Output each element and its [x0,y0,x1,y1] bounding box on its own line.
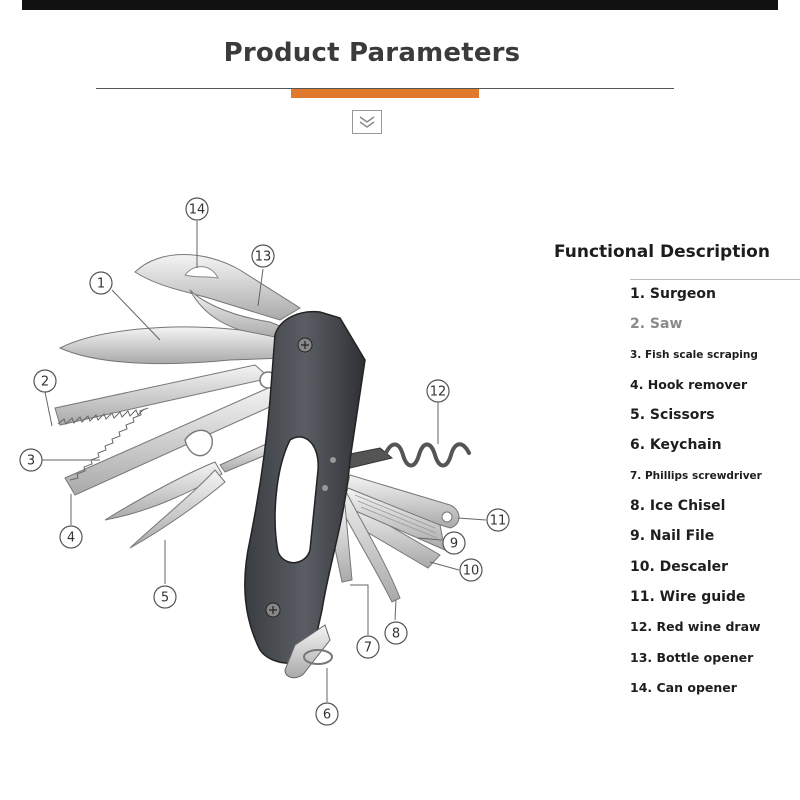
callout-13 [252,245,274,267]
svg-text:14: 14 [188,202,206,218]
callout-3 [20,449,42,471]
svg-text:12: 12 [429,384,447,400]
callout-5 [154,586,176,608]
svg-text:11: 11 [489,513,507,529]
list-item: 1. Surgeon [630,286,716,302]
callout-2 [34,370,56,392]
svg-text:8: 8 [391,626,401,642]
callout-4 [60,526,82,548]
list-item: 9. Nail File [630,528,715,545]
svg-text:1: 1 [96,276,106,292]
functional-description-title: Functional Description [554,242,770,262]
tool-handle [245,312,365,664]
svg-text:7: 7 [363,640,373,656]
callout-11 [487,509,509,531]
list-item: 13. Bottle opener [630,649,754,665]
callout-6 [316,703,338,725]
list-item: 8. Ice Chisel [630,498,726,515]
svg-text:5: 5 [160,590,170,606]
svg-text:10: 10 [462,563,480,579]
page-title: Product Parameters [223,38,521,68]
svg-text:9: 9 [449,536,459,552]
callout-14 [186,198,208,220]
list-item: 3. Fish scale scraping [630,348,758,361]
description-rule [630,279,800,280]
list-item: 11. Wire guide [630,588,746,605]
list-item: 14. Can opener [630,679,737,695]
svg-text:4: 4 [66,530,76,546]
callout-1 [90,272,112,294]
list-item: 10. Descaler [630,558,729,575]
svg-text:3: 3 [26,453,36,469]
list-item: 5. Scissors [630,407,715,424]
list-item: 7. Phillips screwdriver [630,469,762,482]
list-item: 6. Keychain [630,437,722,454]
list-item: 2. Saw [630,316,683,333]
list-item: 12. Red wine draw [630,619,761,635]
callout-9 [443,532,465,554]
callout-7 [357,636,379,658]
callout-12 [427,380,449,402]
callout-8 [385,622,407,644]
corkscrew-tool [345,444,469,468]
callout-10 [460,559,482,581]
svg-text:2: 2 [40,374,50,390]
svg-text:13: 13 [254,249,272,265]
list-item: 4. Hook remover [630,376,748,392]
functional-description-list [630,284,762,708]
svg-text:6: 6 [322,707,332,723]
